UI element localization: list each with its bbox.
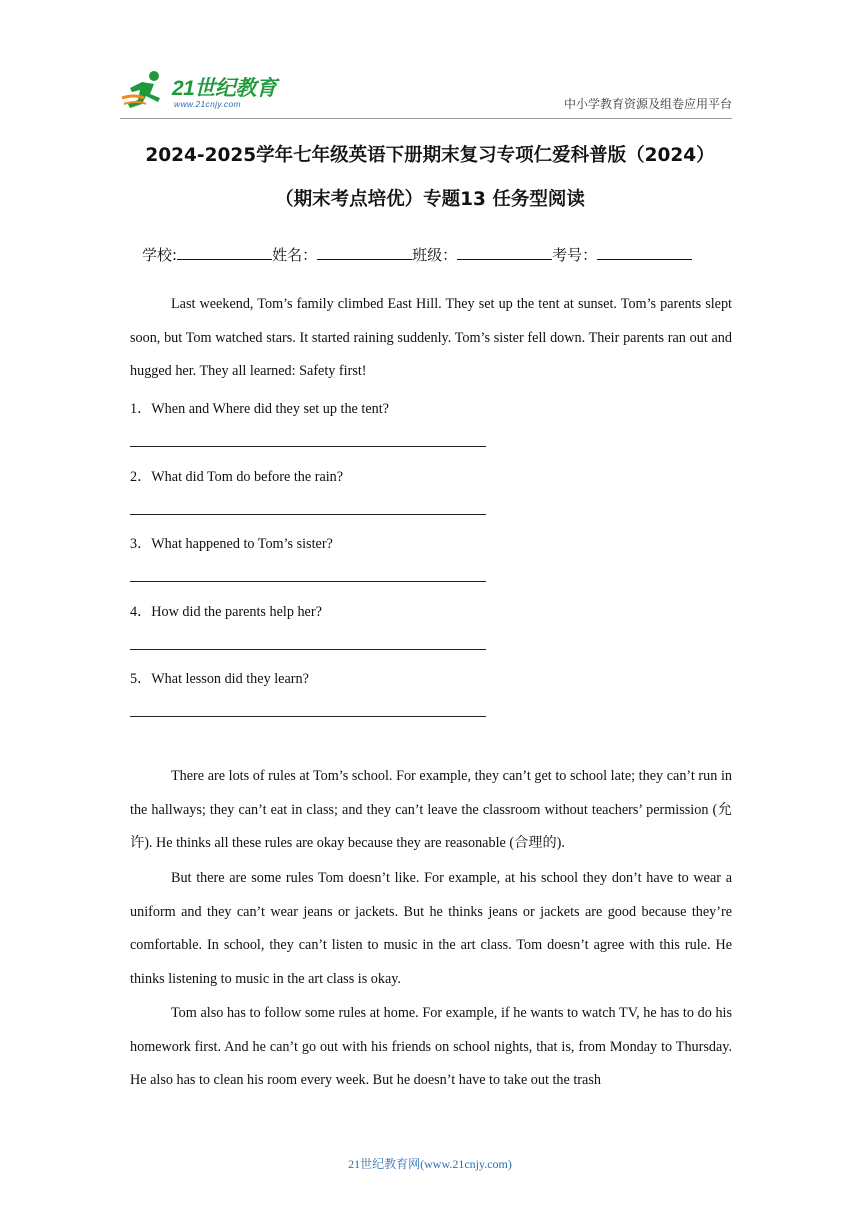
page-subtitle: （期末考点培优）专题13 任务型阅读 xyxy=(275,189,585,210)
school-field[interactable] xyxy=(177,245,272,260)
number-field[interactable] xyxy=(597,245,692,260)
answer-line-3[interactable] xyxy=(130,581,486,582)
page-footer[interactable]: 21世纪教育网(www.21cnjy.com) xyxy=(348,1157,512,1171)
question-4: 4．How did the parents help her? xyxy=(130,604,322,620)
answer-line-1[interactable] xyxy=(130,446,486,447)
name-label: 姓名： xyxy=(272,246,318,264)
runner-icon xyxy=(120,68,170,112)
name-field[interactable] xyxy=(317,245,412,260)
answer-line-5[interactable] xyxy=(130,716,486,717)
answer-line-2[interactable] xyxy=(130,514,486,515)
class-label: 班级： xyxy=(412,246,458,264)
question-5: 5．What lesson did they learn? xyxy=(130,671,309,687)
answer-line-4[interactable] xyxy=(130,649,486,650)
question-2: 2．What did Tom do before the rain? xyxy=(130,469,344,485)
question-1: 1．When and Where did they set up the tent? xyxy=(130,401,389,417)
passage-2-paragraph-1: There are lots of rules at Tom’s school. For example, they can’t get to school late; they can’t run in the hallways; they can’t eat in class; and they can’t leave the classroom without teachers’ permission (允许). He thinks all these rules are okay because they are reasonable (合理的). xyxy=(130,768,732,852)
header-divider xyxy=(120,118,732,119)
number-label: 考号： xyxy=(552,246,598,264)
page-header xyxy=(120,66,732,116)
passage-2-paragraph-3: Tom also has to follow some rules at home. For example, if he wants to watch TV, he has to do his homework first. And he can’t go out with his friends on school nights, that is, from Monday to Thursday. He also has to clean his room every week. But he doesn’t have to take out the trash xyxy=(130,1005,732,1089)
question-3: 3．What happened to Tom’s sister? xyxy=(130,536,333,552)
site-logo[interactable] xyxy=(120,66,300,114)
platform-label: 中小学教育资源及组卷应用平台 xyxy=(563,97,732,111)
passage-2-paragraph-2: But there are some rules Tom doesn’t like. For example, at his school they don’t have to wear a uniform and they can’t wear jeans or jackets. But he thinks jeans or jackets are good because they’re comfortable. In school, they can’t listen to music in the art class. Tom doesn’t agree with this rule. He thinks listening to music in the art class is okay. xyxy=(130,870,732,988)
school-label: 学校: xyxy=(142,246,178,264)
passage-1: Last weekend, Tom’s family climbed East Hill. They set up the tent at sunset. Tom’s parents slept soon, but Tom watched stars. It started raining suddenly. Tom’s sister fell down. Their parents ran out and hugged her. They all learned: Safety first! xyxy=(130,296,732,380)
page-title: 2024-2025学年七年级英语下册期末复习专项仁爱科普版（2024） xyxy=(145,145,715,166)
logo-text: 21世纪教育 xyxy=(172,77,277,100)
class-field[interactable] xyxy=(457,245,552,260)
logo-url: www.21cnjy.com xyxy=(174,99,241,109)
student-info-row xyxy=(142,244,692,265)
